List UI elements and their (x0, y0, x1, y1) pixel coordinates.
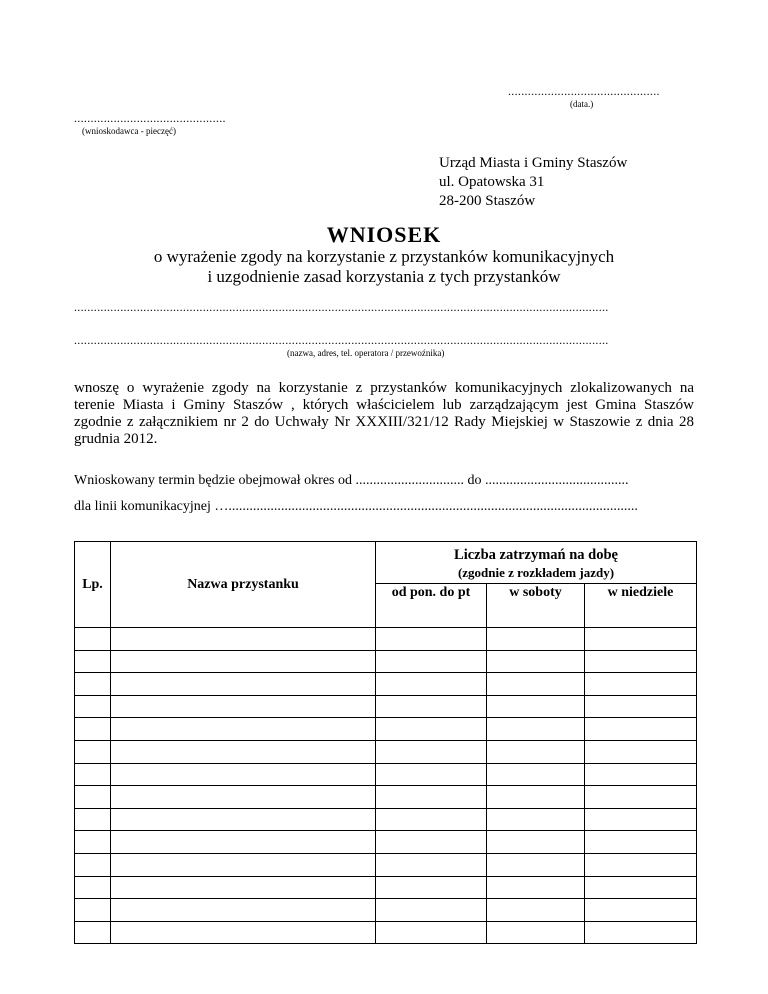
table-row (75, 718, 697, 741)
cell-sunday[interactable] (585, 718, 697, 741)
cell-sunday[interactable] (585, 786, 697, 809)
table-row (75, 921, 697, 944)
table-row (75, 628, 697, 651)
cell-saturday[interactable] (487, 853, 585, 876)
table-row (75, 853, 697, 876)
cell-weekdays[interactable] (376, 628, 487, 651)
cell-saturday[interactable] (487, 876, 585, 899)
term-line[interactable]: Wnioskowany termin będzie obejmował okres od ............................... do ......................................... (74, 473, 629, 488)
cell-sunday[interactable] (585, 628, 697, 651)
operator-label: (nazwa, adres, tel. operatora / przewoźnika) (287, 348, 445, 358)
cell-saturday[interactable] (487, 763, 585, 786)
applicant-line[interactable]: .............................................. (74, 111, 226, 125)
table-row (75, 899, 697, 922)
cell-saturday[interactable] (487, 921, 585, 944)
header-stops-group (376, 542, 697, 584)
cell-stop-name[interactable] (111, 673, 376, 696)
cell-sunday[interactable] (585, 921, 697, 944)
cell-weekdays[interactable] (376, 853, 487, 876)
cell-saturday[interactable] (487, 673, 585, 696)
table-row (75, 763, 697, 786)
operator-line-1[interactable]: .................................................................................................................................................................. (74, 300, 609, 314)
cell-weekdays[interactable] (376, 718, 487, 741)
cell-weekdays[interactable] (376, 695, 487, 718)
cell-sunday[interactable] (585, 740, 697, 763)
cell-weekdays[interactable] (376, 808, 487, 831)
cell-lp[interactable] (75, 808, 111, 831)
cell-stop-name[interactable] (111, 695, 376, 718)
document-subtitle (0, 247, 768, 287)
cell-stop-name[interactable] (111, 628, 376, 651)
cell-lp[interactable] (75, 673, 111, 696)
recipient-street: ul. Opatowska 31 (439, 174, 545, 190)
date-line[interactable]: .............................................. (508, 84, 660, 98)
header-saturday: w soboty (487, 584, 585, 628)
cell-weekdays[interactable] (376, 786, 487, 809)
cell-sunday[interactable] (585, 695, 697, 718)
cell-saturday[interactable] (487, 740, 585, 763)
cell-weekdays[interactable] (376, 740, 487, 763)
cell-saturday[interactable] (487, 695, 585, 718)
cell-sunday[interactable] (585, 831, 697, 854)
header-lp: Lp. (75, 542, 111, 628)
cell-sunday[interactable] (585, 650, 697, 673)
table-row (75, 673, 697, 696)
cell-sunday[interactable] (585, 673, 697, 696)
cell-saturday[interactable] (487, 718, 585, 741)
table-row (75, 808, 697, 831)
cell-sunday[interactable] (585, 899, 697, 922)
date-label: (data.) (570, 99, 594, 109)
cell-stop-name[interactable] (111, 853, 376, 876)
cell-weekdays[interactable] (376, 650, 487, 673)
cell-stop-name[interactable] (111, 740, 376, 763)
operator-line-2[interactable]: .................................................................................................................................................................. (74, 333, 609, 347)
cell-lp[interactable] (75, 695, 111, 718)
applicant-label: (wnioskodawca - pieczęć) (82, 126, 176, 136)
cell-sunday[interactable] (585, 808, 697, 831)
cell-lp[interactable] (75, 899, 111, 922)
cell-lp[interactable] (75, 786, 111, 809)
communication-line[interactable]: dla linii komunikacyjnej …..................................................................................................................... (74, 499, 638, 514)
cell-sunday[interactable] (585, 876, 697, 899)
table-row (75, 650, 697, 673)
subtitle-line-2: i uzgodnienie zasad korzystania z tych przystanków (207, 267, 561, 286)
recipient-city: 28-200 Staszów (439, 193, 536, 209)
cell-lp[interactable] (75, 763, 111, 786)
cell-lp[interactable] (75, 853, 111, 876)
document-title: WNIOSEK (326, 222, 442, 247)
cell-lp[interactable] (75, 740, 111, 763)
table-row (75, 740, 697, 763)
cell-weekdays[interactable] (376, 673, 487, 696)
cell-saturday[interactable] (487, 831, 585, 854)
subtitle-line-1: o wyrażenie zgody na korzystanie z przystanków komunikacyjnych (153, 247, 615, 266)
cell-lp[interactable] (75, 628, 111, 651)
header-group-title: Liczba zatrzymań na dobę (454, 547, 618, 563)
cell-stop-name[interactable] (111, 718, 376, 741)
table-row (75, 876, 697, 899)
cell-saturday[interactable] (487, 628, 585, 651)
cell-saturday[interactable] (487, 650, 585, 673)
cell-stop-name[interactable] (111, 831, 376, 854)
header-weekdays: od pon. do pt (376, 584, 487, 628)
cell-saturday[interactable] (487, 899, 585, 922)
cell-weekdays[interactable] (376, 763, 487, 786)
recipient-name: Urząd Miasta i Gminy Staszów (439, 155, 628, 171)
table-row (75, 831, 697, 854)
cell-sunday[interactable] (585, 853, 697, 876)
header-stop-name: Nazwa przystanku (111, 542, 376, 628)
cell-stop-name[interactable] (111, 763, 376, 786)
cell-saturday[interactable] (487, 786, 585, 809)
cell-saturday[interactable] (487, 808, 585, 831)
cell-stop-name[interactable] (111, 899, 376, 922)
cell-stop-name[interactable] (111, 786, 376, 809)
header-group-subtitle: (zgodnie z rozkładem jazdy) (457, 565, 615, 580)
table-row (75, 695, 697, 718)
header-sunday: w niedziele (585, 584, 697, 628)
cell-stop-name[interactable] (111, 921, 376, 944)
recipient-address (439, 154, 627, 211)
cell-stop-name[interactable] (111, 808, 376, 831)
cell-lp[interactable] (75, 921, 111, 944)
cell-lp[interactable] (75, 876, 111, 899)
cell-lp[interactable] (75, 718, 111, 741)
cell-weekdays[interactable] (376, 921, 487, 944)
cell-sunday[interactable] (585, 763, 697, 786)
cell-weekdays[interactable] (376, 831, 487, 854)
request-paragraph: wnoszę o wyrażenie zgody na korzystanie z przystanków komunikacyjnych zlokalizowanych na terenie Miasta i Gminy Staszów , których właścicielem lub zarządzającym jest Gmina Staszów zgodnie z załącznikiem nr 2 do Uchwały Nr XXXIII/321/12 Rady Miejskiej w Staszowie z dnia 28 grudnia 2012. (74, 380, 694, 447)
cell-lp[interactable] (75, 650, 111, 673)
cell-stop-name[interactable] (111, 876, 376, 899)
table-header-row (75, 542, 697, 584)
cell-stop-name[interactable] (111, 650, 376, 673)
cell-lp[interactable] (75, 831, 111, 854)
stops-table (74, 541, 697, 944)
cell-weekdays[interactable] (376, 899, 487, 922)
table-row (75, 786, 697, 809)
cell-weekdays[interactable] (376, 876, 487, 899)
